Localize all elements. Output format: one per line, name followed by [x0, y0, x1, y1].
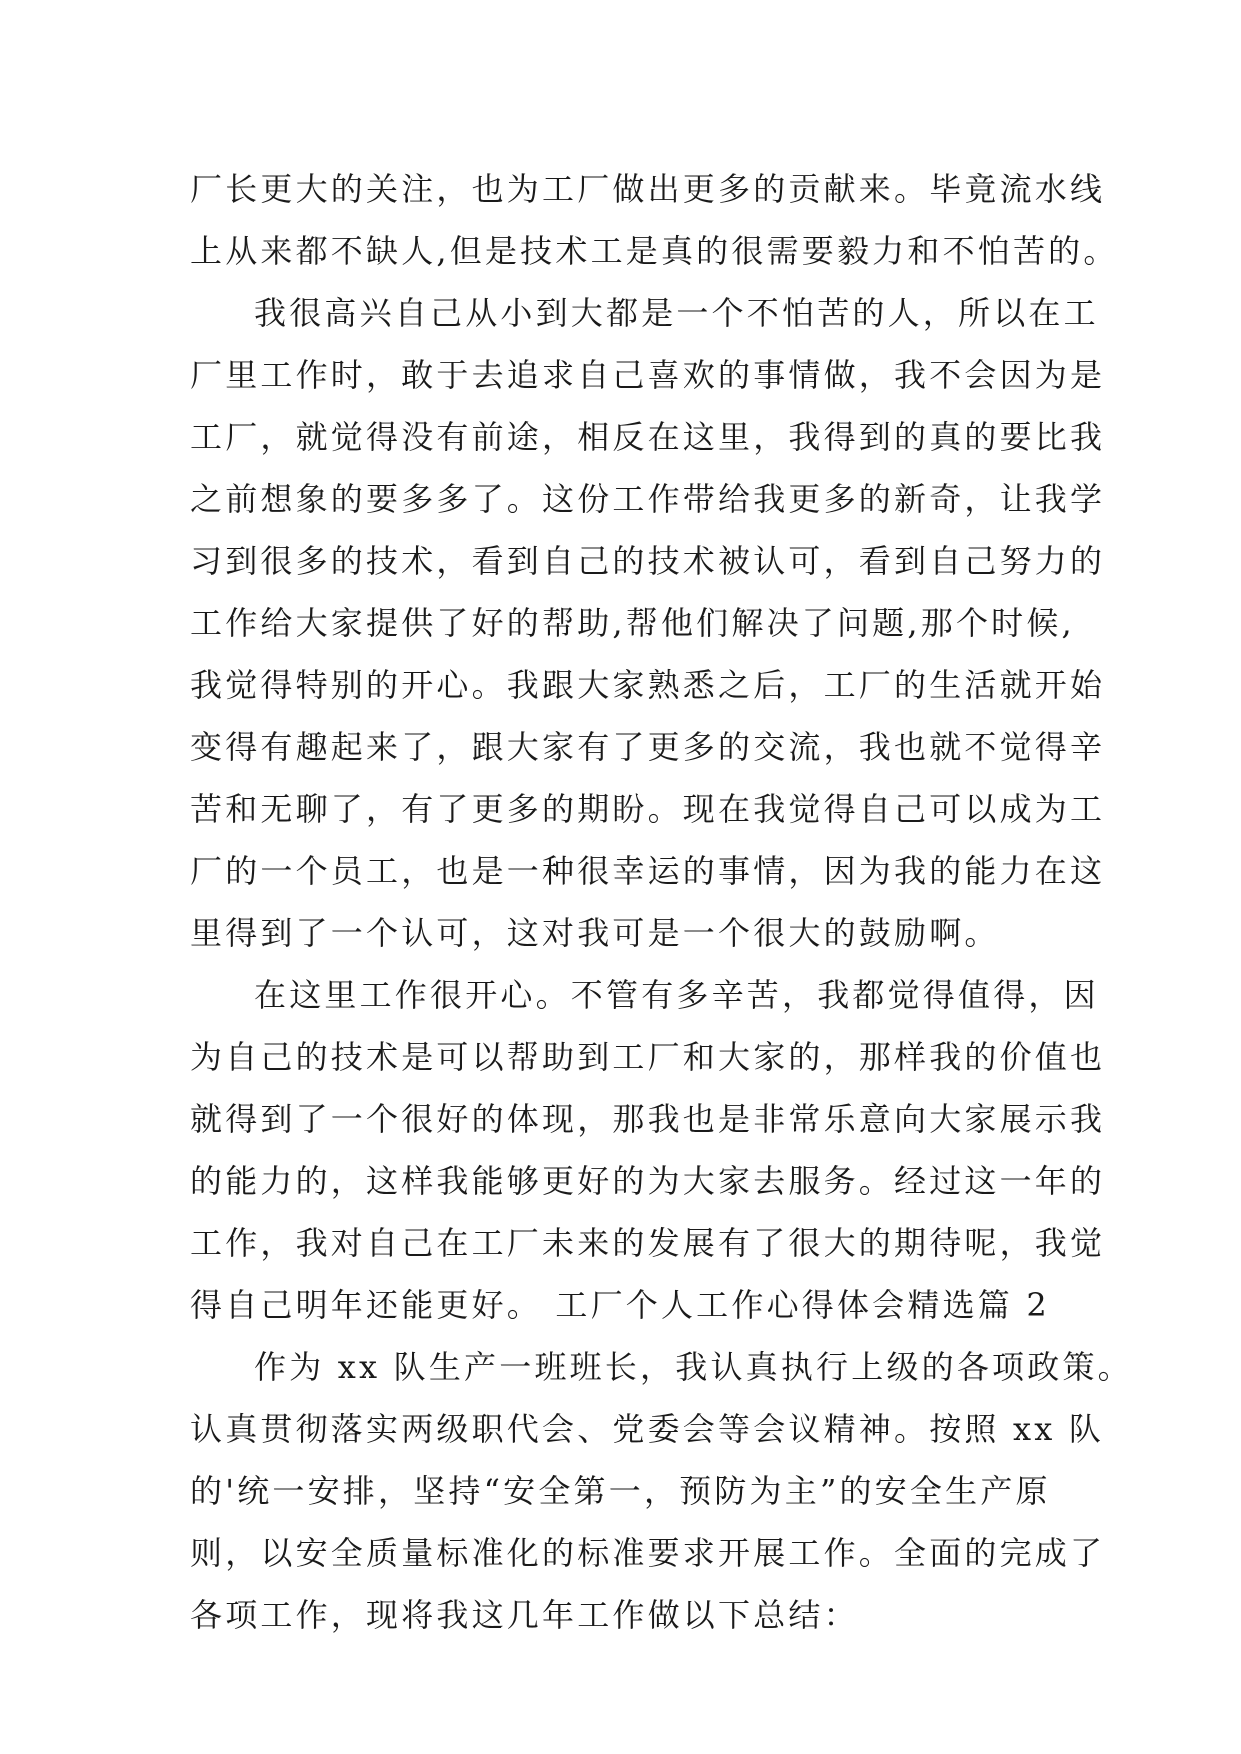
text-line: 我很高兴自己从小到大都是一个不怕苦的人，所以在工: [254, 294, 1099, 332]
text-line: 我觉得特别的开心。我跟大家熟悉之后，工厂的生活就开始: [190, 666, 1106, 704]
text-line: 上从来都不缺人,但是技术工是真的很需要毅力和不怕苦的。: [190, 232, 1119, 270]
text-line: 各项工作，现将我这几年工作做以下总结：: [190, 1596, 859, 1634]
text-line: 苦和无聊了，有了更多的期盼。现在我觉得自己可以成为工: [190, 790, 1106, 828]
text-line: 则，以安全质量标准化的标准要求开展工作。全面的完成了: [190, 1534, 1106, 1572]
text-line: 为自己的技术是可以帮助到工厂和大家的，那样我的价值也: [190, 1038, 1106, 1076]
text-line: 变得有趣起来了，跟大家有了更多的交流，我也就不觉得辛: [190, 728, 1106, 766]
text-line: 厂里工作时，敢于去追求自己喜欢的事情做，我不会因为是: [190, 356, 1106, 394]
body-text: [190, 158, 1133, 1646]
text-line: 工作，我对自己在工厂未来的发展有了很大的期待呢，我觉: [190, 1224, 1106, 1262]
text-line: 就得到了一个很好的体现，那我也是非常乐意向大家展示我: [190, 1100, 1106, 1138]
text-line: 之前想象的要多多了。这份工作带给我更多的新奇，让我学: [190, 480, 1106, 518]
text-line: 的'统一安排，坚持“安全第一，预防为主”的安全生产原: [190, 1472, 1051, 1510]
text-line: 工作给大家提供了好的帮助,帮他们解决了问题,那个时候,: [190, 604, 1075, 642]
text-line: 认真贯彻落实两级职代会、党委会等会议精神。按照 xx 队: [190, 1410, 1105, 1448]
text-line: 习到很多的技术，看到自己的技术被认可，看到自己努力的: [190, 542, 1106, 580]
text-line: 在这里工作很开心。不管有多辛苦，我都觉得值得，因: [254, 976, 1099, 1014]
text-line: 的能力的，这样我能够更好的为大家去服务。经过这一年的: [190, 1162, 1106, 1200]
text-line: 厂的一个员工，也是一种很幸运的事情，因为我的能力在这: [190, 852, 1106, 890]
text-line: 厂长更大的关注，也为工厂做出更多的贡献来。毕竟流水线: [190, 170, 1106, 208]
text-line: 作为 xx 队生产一班班长，我认真执行上级的各项政策。: [254, 1348, 1133, 1386]
text-line: 得自己明年还能更好。 工厂个人工作心得体会精选篇 2: [190, 1286, 1050, 1324]
text-line: 里得到了一个认可，这对我可是一个很大的鼓励啊。: [190, 914, 1000, 952]
text-line: 工厂，就觉得没有前途，相反在这里，我得到的真的要比我: [190, 418, 1106, 456]
